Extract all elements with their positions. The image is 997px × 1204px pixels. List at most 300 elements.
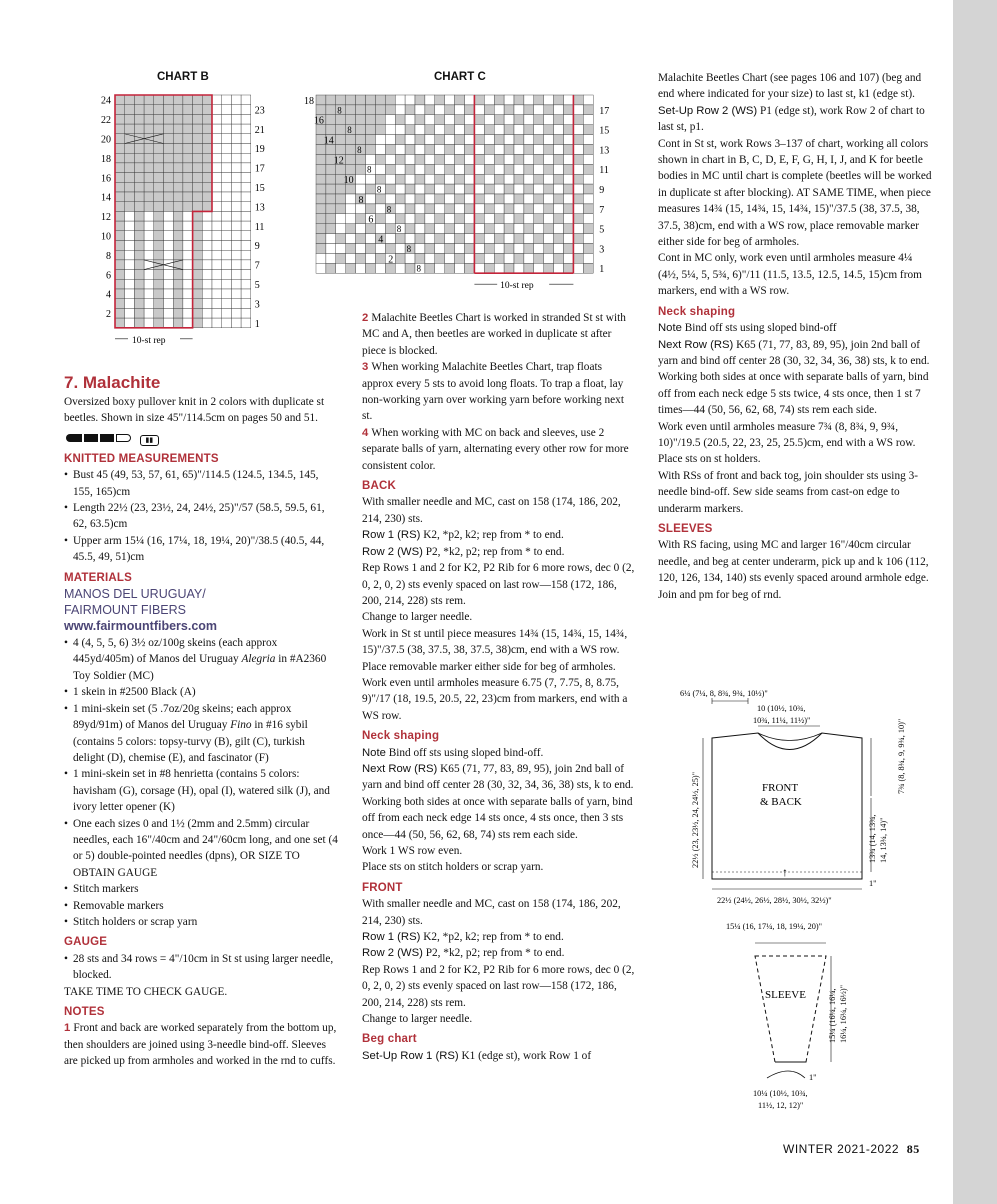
chart-b-cell	[241, 114, 251, 124]
chart-b-cell	[231, 289, 241, 299]
chart-b-left-label: 6	[106, 270, 111, 282]
chart-b-cell	[193, 289, 203, 299]
chart-c-cell	[583, 105, 593, 115]
schematic	[680, 686, 945, 1116]
chart-b-cell	[164, 241, 174, 251]
chart-b-cell	[231, 134, 241, 144]
chart-c-cell	[375, 164, 385, 174]
chart-b-cell	[193, 202, 203, 212]
chart-b-cell	[241, 134, 251, 144]
chart-c-cell	[465, 164, 475, 174]
chart-c-cell	[484, 214, 494, 224]
chart-c-right-label: 7	[599, 204, 605, 216]
chart-b-cell	[231, 250, 241, 260]
chart-c-cell	[415, 95, 425, 105]
chart-b-cell	[115, 105, 125, 115]
chart-b-right-label: 15	[254, 183, 265, 195]
chart-b-cell	[144, 192, 154, 202]
chart-b-cell	[183, 221, 193, 231]
chart-b-cell	[125, 211, 135, 221]
chart-c-cell	[356, 214, 366, 224]
chart-c-cell	[583, 154, 593, 164]
chart-c-cell	[346, 224, 356, 234]
chart-c-cell	[346, 95, 356, 105]
chart-c-cell	[405, 184, 415, 194]
sleeve-cuff1: 10¼ (10½, 10¾,	[753, 1089, 808, 1098]
chart-c-cell	[554, 214, 564, 224]
chart-b-right-label: 1	[254, 318, 260, 330]
chart-c-cell	[484, 244, 494, 254]
chart-b-cell	[231, 231, 241, 241]
chart-c-cell	[326, 214, 336, 224]
chart-b-cell	[115, 279, 125, 289]
chart-c-cell	[326, 234, 336, 244]
chart-b-cell	[144, 163, 154, 173]
chart-b-cell	[193, 211, 203, 221]
chart-c-cell	[405, 115, 415, 125]
chart-c-cell	[465, 234, 475, 244]
chart-c-cell	[445, 204, 455, 214]
chart-b-cell	[241, 105, 251, 115]
chart-b-cell	[212, 241, 222, 251]
chart-c-cell	[474, 184, 484, 194]
chart-b-cell	[183, 163, 193, 173]
chart-b-right-label: 13	[254, 202, 265, 214]
chart-c-cell	[573, 164, 583, 174]
chart-c-left-label: 12	[333, 155, 344, 167]
chart-c-cell	[346, 244, 356, 254]
chart-b-left-label: 18	[101, 153, 111, 165]
chart-b-cell	[241, 192, 251, 202]
chart-b-cell	[193, 318, 203, 328]
chart-c-cell	[415, 194, 425, 204]
chart-c-cell	[356, 164, 366, 174]
chart-b-cell	[202, 153, 212, 163]
chart-b-cell	[164, 279, 174, 289]
chart-b-cell	[173, 134, 183, 144]
chart-c-cell	[455, 194, 465, 204]
chart-b-cell	[144, 250, 154, 260]
chart-c-cell	[346, 164, 356, 174]
chart-b-cell	[125, 173, 135, 183]
chart-c-cell	[474, 194, 484, 204]
chart-c-cell	[474, 224, 484, 234]
chart-b-cell	[173, 211, 183, 221]
chart-c-cell	[564, 154, 574, 164]
chart-c-cell	[425, 263, 435, 273]
materials-item: • 1 mini-skein set (5 .7oz/20g skeins; each approx 89yd/91m) of Manos del Uruguay Fino in #16 sybil (contains 5 colors: topsy-turvy (B), gilt (C), turkish delight (D), chemise (E), and fascinator (F)	[64, 701, 338, 767]
chart-b-cell	[134, 144, 144, 154]
chart-c-cell	[504, 194, 514, 204]
chart-c-cell	[445, 244, 455, 254]
chart-b-cell	[164, 270, 174, 280]
chart-b-left-label: 24	[101, 95, 111, 107]
chart-b-cell	[125, 221, 135, 231]
chart-b-cell	[164, 231, 174, 241]
chart-b-cell	[231, 182, 241, 192]
chart-b-cell	[115, 173, 125, 183]
chart-b-cell	[183, 260, 193, 270]
chart-c-cell	[484, 125, 494, 135]
chart-c-cell	[455, 214, 465, 224]
chart-c-cell	[573, 145, 583, 155]
chart-b-cell	[202, 105, 212, 115]
knitted-item: • Bust 45 (49, 53, 57, 61, 65)"/114.5 (124.5, 134.5, 145, 155, 165)cm	[64, 467, 338, 500]
back-armhole: Work even until armholes measure 6.75 (7, 7.75, 8, 8.75, 9)"/17 (18, 19.5, 20.5, 22, 23)cm from markers, end with a WS row.	[362, 676, 628, 722]
chart-c-cell	[564, 95, 574, 105]
chart-c-cell	[465, 214, 475, 224]
chart-b-cell	[164, 308, 174, 318]
chart-b-cell	[212, 192, 222, 202]
chart-c-cell	[316, 244, 326, 254]
note-3: 3 When working Malachite Beetles Chart, trap floats approx every 5 sts to avoid long floats. To trap a float, lay non-working yarn over working yarn before working next st.	[362, 361, 624, 423]
chart-b-cell	[183, 124, 193, 134]
chart-b-cell	[222, 105, 232, 115]
chart-c-cell	[326, 204, 336, 214]
gauge-check: TAKE TIME TO CHECK GAUGE.	[64, 985, 228, 998]
beetle-symbol-icon: 8	[357, 144, 362, 155]
chart-b-cell	[222, 250, 232, 260]
chart-b-cell	[125, 182, 135, 192]
chart-c-cell	[415, 253, 425, 263]
chart-c-cell	[573, 263, 583, 273]
column-2	[362, 310, 636, 1064]
chart-c-cell	[554, 224, 564, 234]
chart-c-cell	[395, 115, 405, 125]
chart-b-cell	[231, 144, 241, 154]
chart-b-cell	[144, 299, 154, 309]
chart-b-cell	[183, 202, 193, 212]
chart-c-cell	[395, 194, 405, 204]
chart-c-cell	[504, 234, 514, 244]
chart-c-cell	[583, 115, 593, 125]
chart-c-cell	[415, 184, 425, 194]
chart-c-cell	[445, 115, 455, 125]
chart-b-cell	[134, 270, 144, 280]
back-stst: Work in St st until piece measures 14¾ (15, 14¾, 15, 14¾, 15)"/37.5 (38, 37.5, 38, 37.5, 38)cm, end with a WS row. Place removable marker either side for beg of armholes.	[362, 627, 628, 673]
chart-c-cell	[415, 204, 425, 214]
setup-cont: Malachite Beetles Chart (see pages 106 and 107) (beg and end where indicated for your size) to last st, k1 (edge st).	[658, 72, 922, 101]
chart-b-cell	[193, 299, 203, 309]
chart-c-cell	[514, 125, 524, 135]
chart-c-cell	[415, 244, 425, 254]
chart-c-cell	[405, 224, 415, 234]
chart-c-cell	[385, 234, 395, 244]
chart-b-left-label: 16	[101, 173, 111, 185]
chart-c-cell	[494, 95, 504, 105]
chart-c-cell	[514, 224, 524, 234]
chart-c-left-label: 10	[343, 175, 354, 187]
chart-c-cell	[514, 164, 524, 174]
chart-b-cell	[212, 153, 222, 163]
chart-b-left-label: 4	[106, 289, 111, 301]
chart-b-cell	[154, 221, 164, 231]
chart-c-cell	[435, 224, 445, 234]
chart-b-cell	[202, 134, 212, 144]
chart-c-cell	[425, 174, 435, 184]
chart-c-cell	[435, 115, 445, 125]
materials-heading: MATERIALS	[64, 571, 133, 584]
chart-b-cell	[144, 231, 154, 241]
chart-c-cell	[494, 115, 504, 125]
chart-c-cell	[435, 253, 445, 263]
back-heading: BACK	[362, 480, 397, 493]
chart-c-cell	[504, 263, 514, 273]
chart-c-cell	[385, 184, 395, 194]
chart-c-cell	[504, 95, 514, 105]
chart-c-cell	[564, 234, 574, 244]
chart-c-cell	[524, 263, 534, 273]
chart-c-cell	[484, 234, 494, 244]
chart-c-cell	[316, 253, 326, 263]
chart-b-cell	[202, 173, 212, 183]
chart-b-cell	[115, 211, 125, 221]
chart-b-cell	[222, 114, 232, 124]
chart-b-cell	[231, 163, 241, 173]
chart-b-cell	[154, 105, 164, 115]
chart-b-cell	[222, 279, 232, 289]
chart-b-cell	[193, 279, 203, 289]
chart-c-cell	[385, 145, 395, 155]
chart-c-cell	[425, 184, 435, 194]
chart-b-cell	[212, 318, 222, 328]
chart-c-cell	[554, 164, 564, 174]
chart-b-cell	[134, 318, 144, 328]
chart-c-cell	[356, 224, 366, 234]
chart-c-cell	[524, 194, 534, 204]
chart-b-cell	[173, 153, 183, 163]
chart-c-cell	[415, 214, 425, 224]
chart-c-cell	[504, 253, 514, 263]
front-neck-heading: Neck shaping	[658, 305, 736, 318]
chart-b-cell	[154, 308, 164, 318]
chart-c-cell	[445, 125, 455, 135]
chart-c-cell	[455, 135, 465, 145]
skill-level	[66, 431, 338, 447]
chart-b-left-label: 20	[101, 134, 111, 146]
chart-c-cell	[385, 174, 395, 184]
chart-c-cell	[455, 234, 465, 244]
chart-b-cell	[164, 211, 174, 221]
chart-c-cell	[366, 234, 376, 244]
chart-c-right-label: 1	[599, 264, 605, 276]
sleeves-heading: SLEEVES	[658, 522, 713, 535]
chart-b-cell	[125, 299, 135, 309]
chart-b-cell	[134, 308, 144, 318]
chart-c-cell	[504, 204, 514, 214]
chart-c-cell	[395, 174, 405, 184]
chart-c-cell	[415, 145, 425, 155]
chart-c-cell	[405, 234, 415, 244]
chart-b-cell	[134, 202, 144, 212]
chart-b-cell	[183, 250, 193, 260]
back-neck-note: Note Bind off sts using sloped bind-off.	[362, 746, 544, 759]
chart-c-cell	[554, 174, 564, 184]
chart-b-cell	[125, 289, 135, 299]
chart-c-cell	[564, 115, 574, 125]
chart-b-cell	[193, 114, 203, 124]
chart-c-cell	[524, 135, 534, 145]
chart-b-cell	[202, 241, 212, 251]
chart-c-cell	[425, 154, 435, 164]
chart-b-cell	[125, 231, 135, 241]
chart-c-cell	[346, 145, 356, 155]
chart-c-cell	[573, 105, 583, 115]
chart-b-cell	[164, 114, 174, 124]
chart-c-cell	[494, 234, 504, 244]
chart-b-cell	[231, 202, 241, 212]
chart-b-cell	[154, 202, 164, 212]
chart-c-title: CHART C	[434, 71, 486, 83]
chart-b-cell	[134, 124, 144, 134]
chart-b-cell	[164, 250, 174, 260]
chart-c-cell	[484, 145, 494, 155]
chart-c-cell	[524, 234, 534, 244]
chart-c-cell	[375, 174, 385, 184]
chart-c-cell	[544, 263, 554, 273]
chart-b-cell	[125, 124, 135, 134]
chart-c-cell	[504, 244, 514, 254]
chart-c-cell	[435, 174, 445, 184]
chart-b-cell	[231, 105, 241, 115]
chart-c-cell	[395, 105, 405, 115]
chart-c-cell	[336, 234, 346, 244]
chart-c-cell	[573, 115, 583, 125]
chart-b-cell	[231, 308, 241, 318]
chart-c-cell	[366, 204, 376, 214]
materials-list	[64, 635, 338, 930]
chart-c-cell	[366, 184, 376, 194]
chart-c-cell	[356, 234, 366, 244]
chart-c-cell	[564, 263, 574, 273]
chart-c-cell	[455, 174, 465, 184]
up-arrow-icon: ↑	[782, 865, 788, 879]
setup-row1: Set-Up Row 1 (RS) K1 (edge st), work Row 1 of	[362, 1049, 592, 1062]
chart-c-cell	[474, 234, 484, 244]
chart-c-cell	[375, 95, 385, 105]
chart-c-cell	[356, 244, 366, 254]
chart-b-left-label: 2	[106, 309, 111, 321]
chart-b-cell	[115, 289, 125, 299]
chart-c-cell	[445, 95, 455, 105]
chart-c-cell	[455, 164, 465, 174]
chart-b-cell	[134, 289, 144, 299]
chart-c-cell	[395, 184, 405, 194]
chart-c-cell	[425, 164, 435, 174]
chart-c-cell	[445, 214, 455, 224]
chart-b-cell	[212, 308, 222, 318]
chart-c-cell	[425, 125, 435, 135]
chart-b-cell	[241, 124, 251, 134]
chart-c-cell	[336, 263, 346, 273]
chart-b-cell	[173, 114, 183, 124]
schematic-neck2: 10¾, 11¼, 11½)"	[753, 716, 811, 725]
chart-c-cell	[415, 115, 425, 125]
chart-c-left-label: 2	[388, 254, 394, 266]
chart-c-cell	[534, 194, 544, 204]
chart-b-cell	[164, 124, 174, 134]
chart-c-cell	[425, 115, 435, 125]
chart-c-cell	[564, 145, 574, 155]
brand-url[interactable]: www.fairmountfibers.com	[64, 619, 218, 634]
chart-b-cell	[231, 124, 241, 134]
front-neck-note: Note Bind off sts using sloped bind-off	[658, 322, 837, 335]
chart-c-cell	[445, 194, 455, 204]
chart-b-cell	[115, 241, 125, 251]
chart-c-cell	[564, 135, 574, 145]
chart-b-cell	[164, 202, 174, 212]
chart-c-cell	[405, 194, 415, 204]
chart-c-cell	[435, 194, 445, 204]
chart-b-cell	[134, 153, 144, 163]
chart-c-cell	[544, 224, 554, 234]
chart-b-cell	[173, 144, 183, 154]
chart-c-cell	[583, 234, 593, 244]
chart-b-cell	[231, 221, 241, 231]
chart-b-cell	[173, 289, 183, 299]
chart-c-cell	[544, 204, 554, 214]
chart-c-cell	[554, 194, 564, 204]
chart-c-cell	[554, 145, 564, 155]
chart-b-cell	[183, 318, 193, 328]
front-chart: Cont in St st, work Rows 3–137 of chart, working all colors shown in chart in B, C, D, E, F, G, H, I, J, and K for beetle bodies in MC until chart is complete (beetles will be worked in duplicate st after blocking). AT SAME TIME, when piece measures 14¾ (15, 14¾, 15, 14¾, 15)"/37.5 (38, 37.5, 38, 37.5, 38)cm, end with a WS row, place removable marker either side for beg of armholes.	[658, 137, 932, 249]
chart-b-cell	[202, 144, 212, 154]
chart-b-cell	[212, 250, 222, 260]
page-footer	[783, 1142, 920, 1157]
chart-b-cell	[202, 202, 212, 212]
chart-b-cell	[241, 231, 251, 241]
chart-b-cell	[212, 299, 222, 309]
chart-b-cell	[183, 241, 193, 251]
chart-c-cell	[524, 125, 534, 135]
chart-b-cell	[231, 270, 241, 280]
chart-c-cell	[544, 244, 554, 254]
chart-b-cell	[183, 270, 193, 280]
chart-c-cell	[484, 194, 494, 204]
chart-c-cell	[465, 154, 475, 164]
chart-b-cell	[144, 270, 154, 280]
chart-c-cell	[425, 253, 435, 263]
chart-c-cell	[445, 234, 455, 244]
chart-b	[88, 90, 273, 352]
chart-b-cell	[202, 114, 212, 124]
chart-c-cell	[573, 214, 583, 224]
chart-c-cell	[415, 125, 425, 135]
chart-b-cell	[115, 270, 125, 280]
chart-c-cell	[534, 184, 544, 194]
chart-b-cell	[183, 182, 193, 192]
chart-b-cell	[241, 221, 251, 231]
chart-c-cell	[435, 105, 445, 115]
chart-c-cell	[455, 125, 465, 135]
chart-c-cell	[583, 263, 593, 273]
chart-b-cell	[144, 241, 154, 251]
chart-c-cell	[474, 125, 484, 135]
chart-c-cell	[534, 253, 544, 263]
chart-c-cell	[425, 224, 435, 234]
chart-b-cell	[241, 182, 251, 192]
chart-b-left-label: 10	[101, 231, 111, 243]
chart-b-cell	[173, 173, 183, 183]
chart-c-cell	[554, 234, 564, 244]
chart-b-cell	[134, 192, 144, 202]
chart-c-cell	[445, 224, 455, 234]
chart-b-cell	[154, 231, 164, 241]
chart-b-cell	[173, 279, 183, 289]
chart-b-cell	[115, 260, 125, 270]
chart-b-cell	[144, 124, 154, 134]
chart-c-cell	[316, 95, 326, 105]
